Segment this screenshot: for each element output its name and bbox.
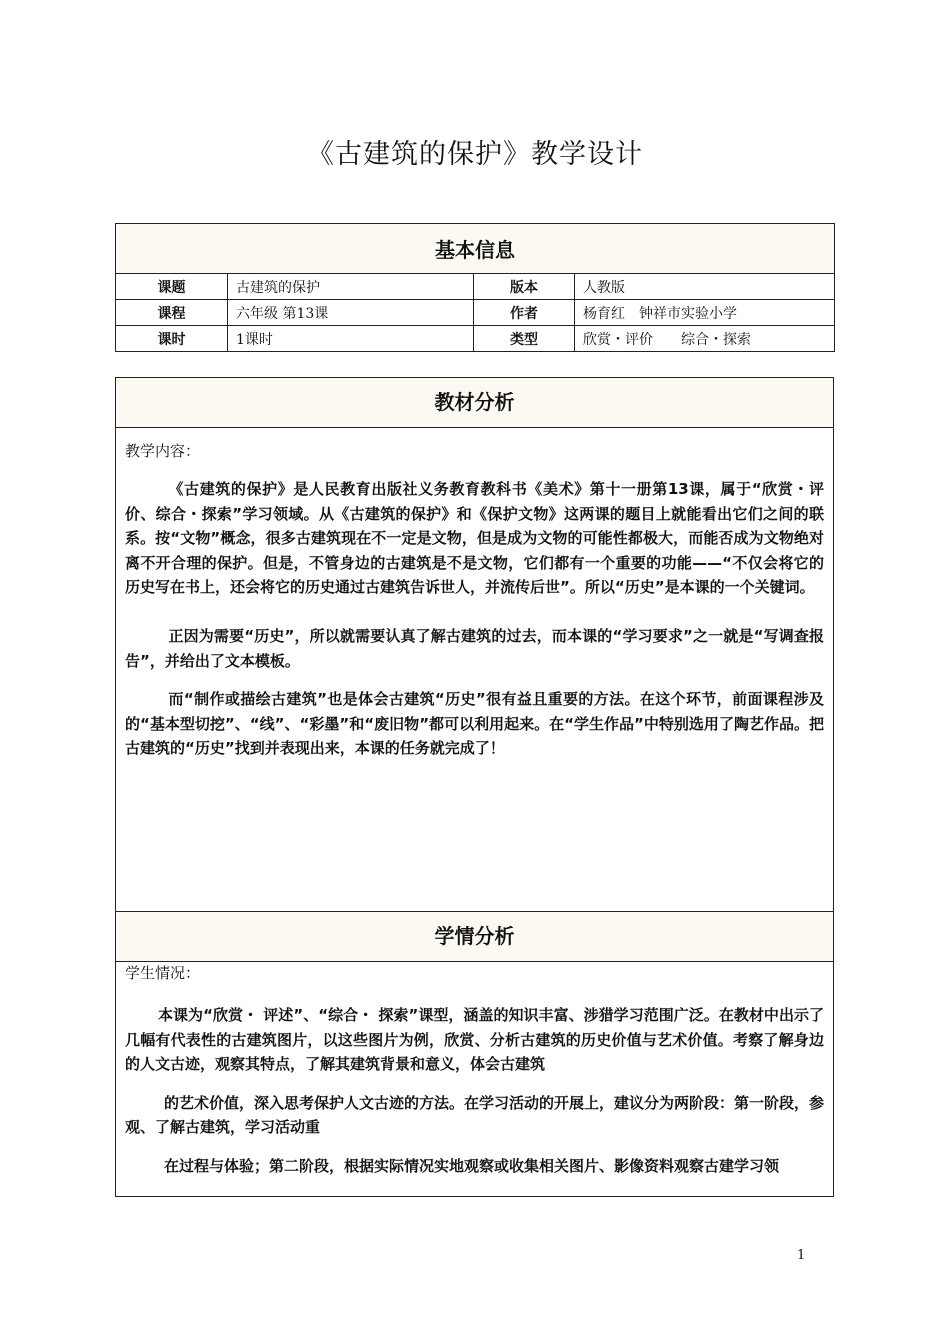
- info-row: [116, 300, 835, 326]
- student-paragraph: 的艺术价值，深入思考保护人文古迹的方法。在学习活动的开展上，建议分为两阶段：第一阶段，参观、了解古建筑，学习活动重: [125, 1093, 825, 1137]
- basic-info-header: 基本信息: [116, 224, 835, 274]
- student-paragraph: 在过程与体验；第二阶段，根据实际情况实地观察或收集相关图片、影像资料观察古建学习领: [164, 1156, 780, 1175]
- label-topic: 课题: [116, 274, 228, 300]
- page-title: 《古建筑的保护》教学设计: [307, 139, 643, 170]
- material-paragraph: 《古建筑的保护》是人民教育出版社义务教育教科书《美术》第十一册第13课，属于“欣赏・评价、综合・探索”学习领域。从《古建筑的保护》和《保护文物》这两课的题目上就能看出它们之间的联系。按“文物”概念，很多古建筑现在不一定是文物，但是成为文物的可能性都极大，而能否成为文物绝对离不开合理的保护。但是，不管身边的古建筑是不是文物，它们都有一个重要的功能——“不仅会将它的历史写在书上，还会将它的历史通过古建筑告诉世人，并流传后世”。所以“历史”是本课的一个关键词。: [125, 480, 824, 597]
- analysis-box: [115, 377, 834, 1197]
- student-analysis-section: [116, 962, 833, 1179]
- student-situation-subhead: 学生情况：: [125, 964, 201, 982]
- basic-info-table: [115, 223, 835, 352]
- teaching-content-subhead: 教学内容：: [125, 442, 201, 460]
- material-analysis-section: [116, 440, 833, 911]
- label-type: 类型: [474, 326, 575, 352]
- material-paragraph: 正因为需要“历史”，所以就需要认真了解古建筑的过去，而本课的“学习要求”之一就是“写调查报告”，并给出了文本模板。: [125, 626, 824, 670]
- label-edition: 版本: [474, 274, 575, 300]
- value-course: 六年级 第13课: [228, 300, 474, 326]
- value-hours: 1课时: [228, 326, 474, 352]
- value-topic: 古建筑的保护: [228, 274, 474, 300]
- info-row: [116, 326, 835, 352]
- value-type: 欣赏・评价 综合・探索: [575, 326, 835, 352]
- label-hours: 课时: [116, 326, 228, 352]
- material-analysis-header: 教材分析: [116, 378, 833, 428]
- label-author: 作者: [474, 300, 575, 326]
- material-paragraph: 而“制作或描绘古建筑”也是体会古建筑“历史”很有益且重要的方法。在这个环节，前面课程涉及的“基本型切挖”、“线”、“彩墨”和“废旧物”都可以利用起来。在“学生作品”中特别选用了陶艺作品。把古建筑的“历史”找到并表现出来，本课的任务就完成了！: [125, 690, 824, 758]
- info-row: [116, 274, 835, 300]
- student-analysis-header: 学情分析: [116, 911, 833, 962]
- value-edition: 人教版: [575, 274, 835, 300]
- label-course: 课程: [116, 300, 228, 326]
- value-author: 杨育红 钟祥市实验小学: [575, 300, 835, 326]
- page-number: 1: [797, 1248, 806, 1263]
- student-paragraph: 本课为“欣赏・ 评述”、“综合・ 探索”课型，涵盖的知识丰富、涉猎学习范围广泛。在教材中出示了几幅有代表性的古建筑图片，以这些图片为例，欣赏、分析古建筑的历史价值与艺术价值。考察了解身边的人文古迹，观察其特点，了解其建筑背景和意义，体会古建筑: [125, 1006, 824, 1074]
